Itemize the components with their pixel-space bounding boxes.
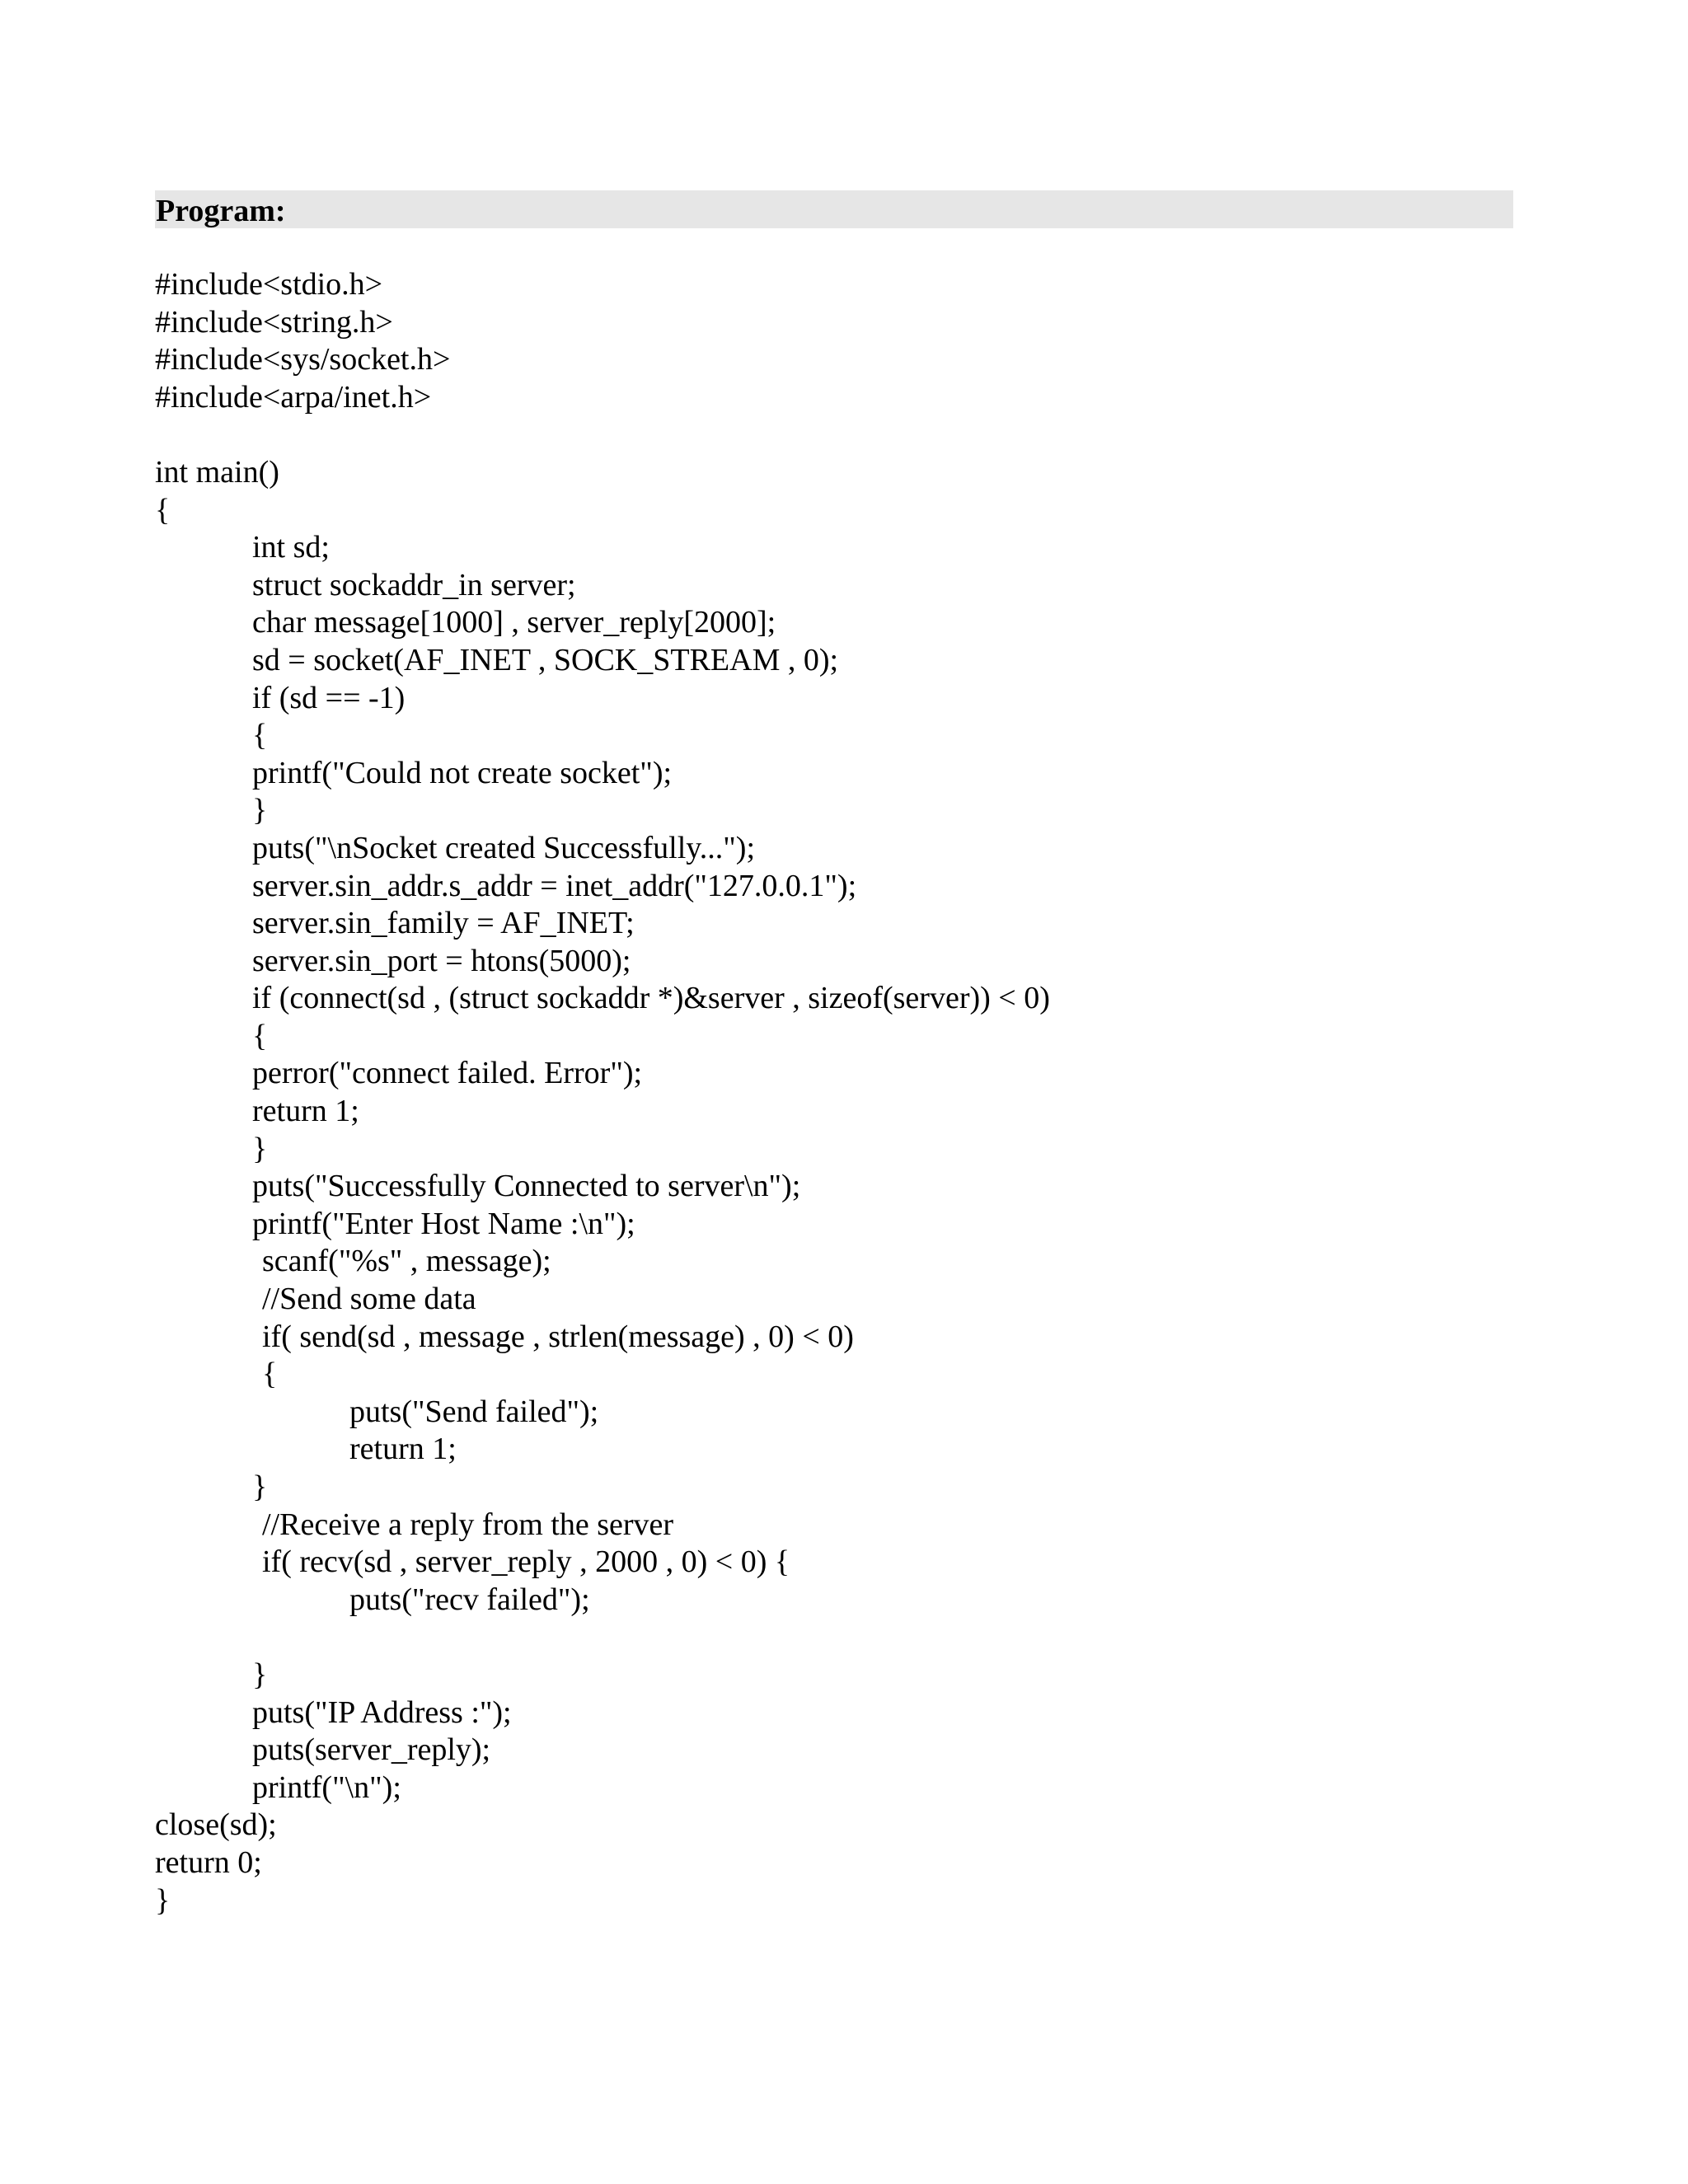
code-line: { [252,718,268,753]
code-line: sd = socket(AF_INET , SOCK_STREAM , 0); [252,642,839,677]
code-line: { [155,492,171,527]
code-line [155,416,1050,454]
code-line: puts(server_reply); [252,1732,491,1768]
heading-shading [155,190,1513,228]
code-line: int main() [155,454,279,490]
code-line: } [252,1131,268,1166]
code-line: } [252,793,268,828]
code-line: //Send some data [262,1282,476,1317]
code-line: int sd; [252,530,330,565]
code-line [155,1619,1050,1657]
code-line: if( send(sd , message , strlen(message) , 0) < 0) [262,1319,854,1354]
code-line: return 1; [349,1432,457,1467]
code-line: return 1; [252,1094,359,1129]
code-line: perror("connect failed. Error"); [252,1056,643,1091]
code-line: printf("Could not create socket"); [252,755,673,790]
code-line: printf("\n"); [252,1769,401,1805]
code-line: { [252,1018,268,1053]
code-listing [155,266,1050,1919]
code-line: puts("Successfully Connected to server\n"); [252,1169,801,1204]
code-line: #include<arpa/inet.h> [155,379,432,415]
code-line: if (sd == -1) [252,680,406,715]
code-line: puts("IP Address :"); [252,1694,512,1730]
code-line: { [262,1357,278,1392]
code-line: scanf("%s" , message); [262,1244,551,1279]
code-line: #include<stdio.h> [155,267,383,302]
code-line: return 0; [155,1844,262,1880]
code-line: server.sin_family = AF_INET; [252,906,635,941]
code-line: } [252,1657,268,1692]
code-line: close(sd); [155,1807,277,1843]
code-line: char message[1000] , server_reply[2000]; [252,605,776,640]
code-line: puts("\nSocket created Successfully..."); [252,830,756,865]
code-line: struct sockaddr_in server; [252,567,576,602]
code-line: puts("Send failed"); [349,1394,599,1429]
code-line: printf("Enter Host Name :\n"); [252,1206,635,1241]
code-line: #include<string.h> [155,304,393,340]
code-line: } [155,1882,171,1918]
code-line: server.sin_addr.s_addr = inet_addr("127.0.0.1"); [252,868,857,903]
code-line: #include<sys/socket.h> [155,342,451,377]
code-line: //Receive a reply from the server [262,1507,674,1542]
code-line: } [252,1469,268,1504]
section-heading: Program: [156,194,286,228]
code-line: puts("recv failed"); [349,1582,590,1617]
code-line: if (connect(sd , (struct sockaddr *)&server , sizeof(server)) < 0) [252,981,1050,1016]
code-line: if( recv(sd , server_reply , 2000 , 0) < 0) { [262,1544,790,1580]
code-line: server.sin_port = htons(5000); [252,943,631,978]
